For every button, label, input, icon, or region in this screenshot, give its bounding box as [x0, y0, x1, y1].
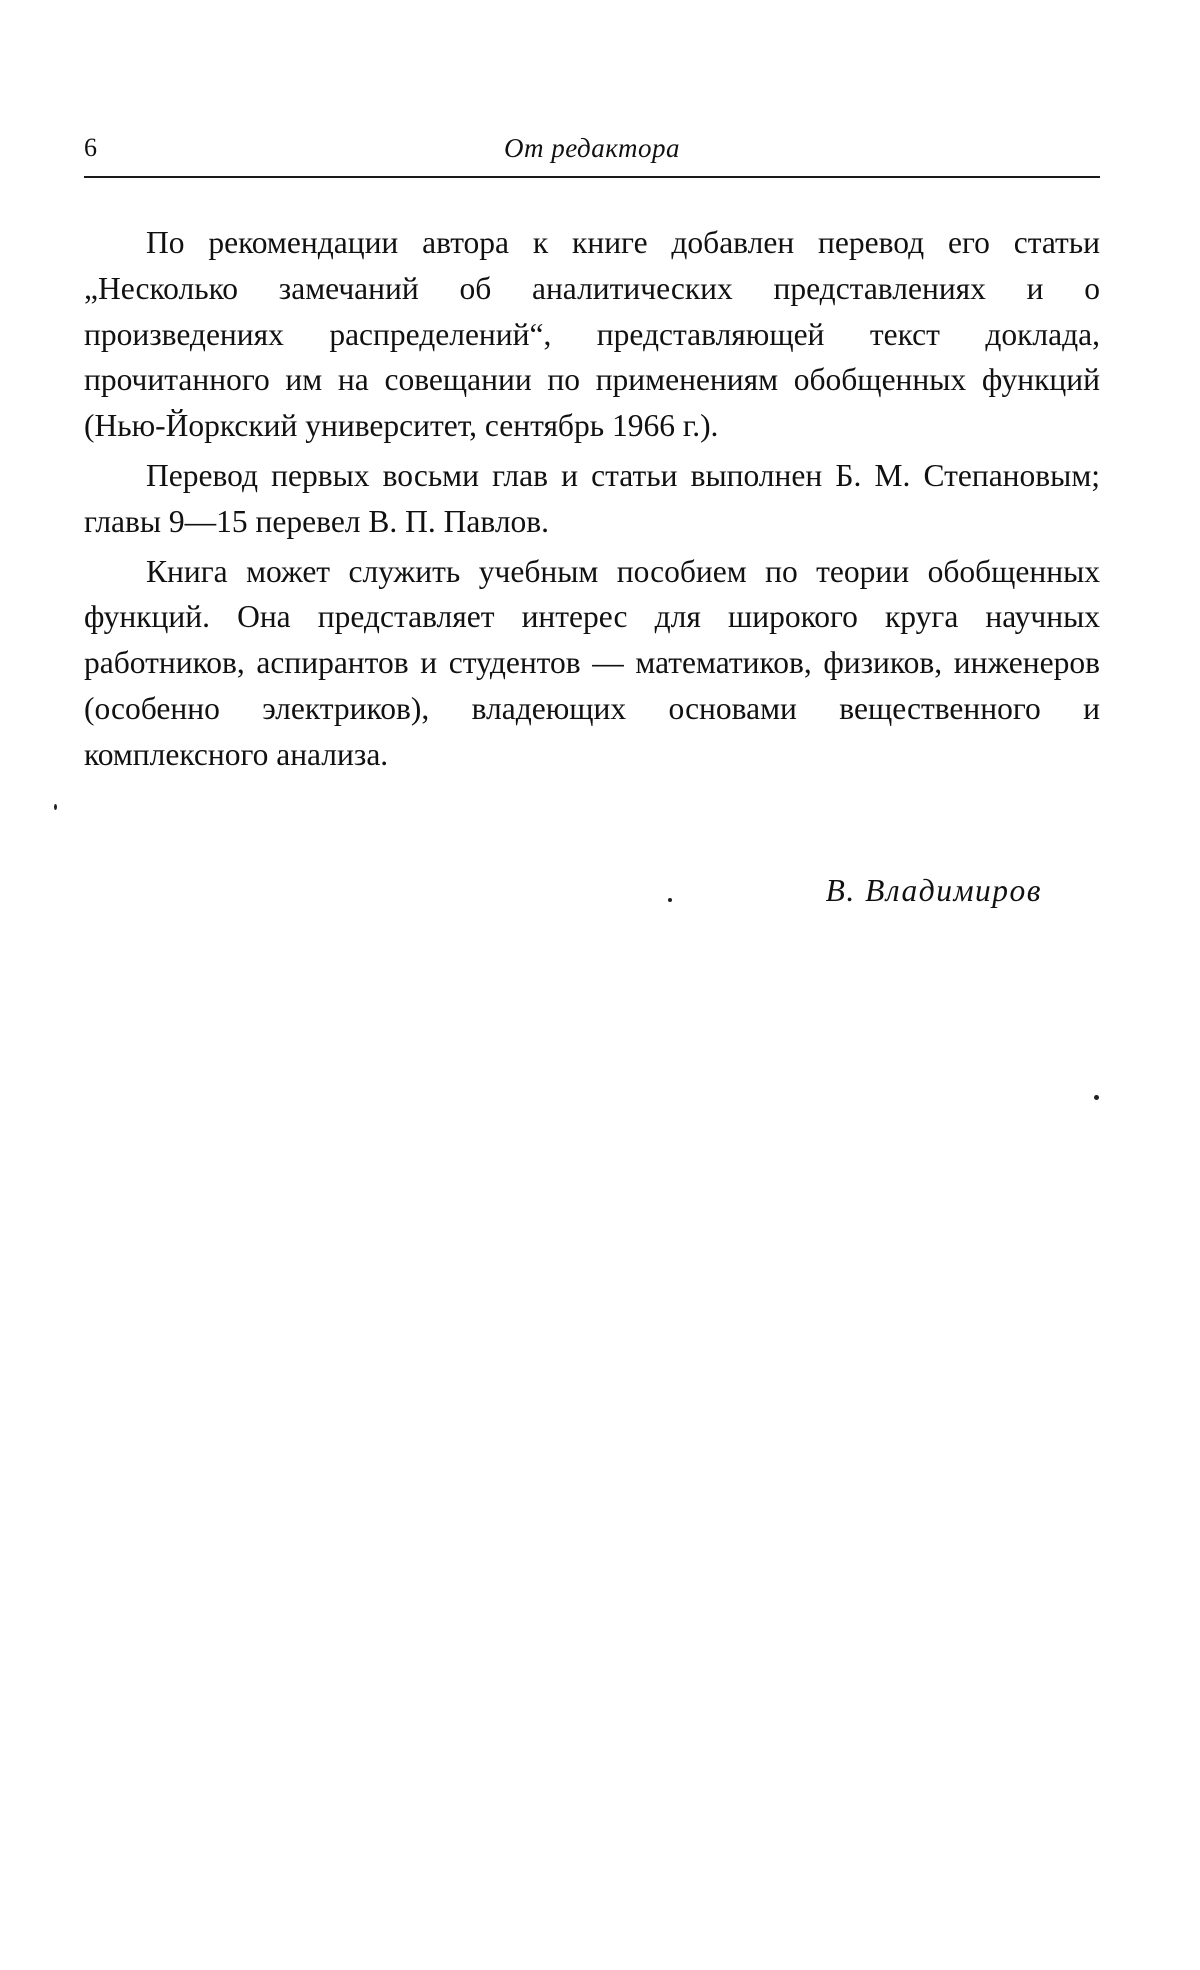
paragraph-audience: Книга может служить учебным пособием по теории обобщенных функций. Она представляет интерес для широкого круга научных работников, аспирантов и студентов — математиков, физиков, инженеров (особенно электриков), владеющих основами вещественного и комплексного анализа.: [84, 553, 1100, 772]
header-rule: [84, 176, 1100, 178]
print-speck: [1094, 1095, 1099, 1100]
paragraph-recommendation: По рекомендации автора к книге добавлен перевод его статьи „Несколько замечаний об аналитических представлениях и о произведениях распределений“, представляющей текст доклада, прочитанного им на совещании по применениям обобщенных функций (Нью-Йоркский университет, сентябрь 1966 г.).: [84, 225, 1100, 444]
body-text: [84, 220, 1100, 778]
editor-signature: В. Владимиров: [825, 873, 1042, 908]
section-title: От редактора: [504, 133, 680, 163]
paragraph-translation: Перевод первых восьми глав и статьи выполнен Б. М. Степановым; главы 9—15 перевел В. П. Павлов.: [84, 457, 1100, 539]
print-speck: [54, 804, 57, 810]
print-speck: [668, 898, 672, 902]
page-number: 6: [84, 133, 97, 162]
running-head: [84, 128, 1100, 168]
